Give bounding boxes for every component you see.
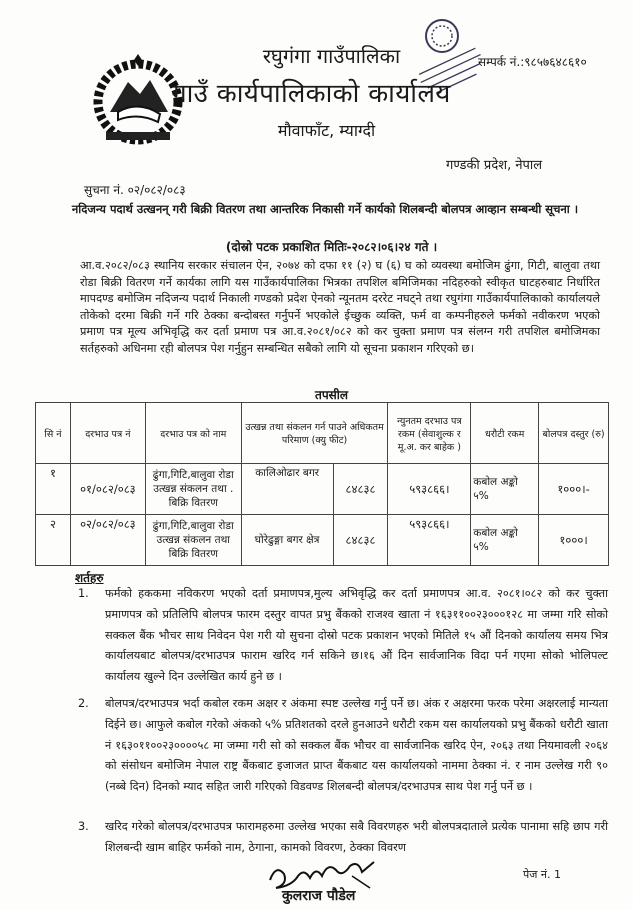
header-deposit: धरौटी रकम [471, 403, 539, 464]
cell-sn: १ [36, 464, 71, 515]
office-name: गाउँ कार्यपालिकाको कार्यालय [172, 79, 451, 109]
header-min-amount: न्युनतम दरभाउ पत्र रकम (सेवाशुल्क र मू.अ. कर बाहेक ) [388, 403, 471, 464]
municipality-name: रघुगंगा गाउँपालिका [262, 44, 401, 68]
header-tender-name: दरभाउ पत्र को नाम [145, 403, 241, 464]
table-header-row [36, 403, 609, 464]
table-row [36, 464, 609, 515]
cell-tender-no: ०२/०८२/०८३ [70, 515, 145, 566]
condition-text: खरिद गरेको बोलपत्र/दरभाउपत्र फारामहरुमा उल्लेख भएका सबै विवरणहरु भरी बोलपत्रदाताले प्रत्येक पानामा सहि छाप गरी शिलबन्दी खाम बाहिर फर्मको नाम, ठेगाना, कामको विवरण, ठेक्का विवरण [105, 820, 608, 854]
cell-tender-no: ०१/०८२/०८३ [70, 464, 145, 515]
cell-fee: १०००।- [539, 464, 609, 515]
condition-number: 2. [78, 697, 89, 710]
conditions-heading: शर्तहरु [75, 571, 104, 585]
published-date: (दोस्रो पटक प्रकाशित मितिः-२०८२।०६।२४ गते । [225, 240, 438, 254]
cell-min-amount: ५९३८६६। [388, 464, 471, 515]
cell-deposit: कबोल अङ्को ५% [471, 464, 539, 515]
office-location: मौवाफाँट, म्याग्दी [277, 121, 376, 140]
condition-text: बोलपत्र/दरभाउपत्र भर्दा कबोल रकम अक्षर र अंकमा स्पष्ट उल्लेख गर्नु पर्ने छ। अंक र अक्षरमा फरक परेमा अक्षरलाई मान्यता दिईने छ। आफुले कबोल गरेको अंकको ५% प्रतिशतको दरले हुनआउने धरौटी रकम यस कार्यालयको प्रभु बैंकको धरौटी खाता नं १६३०११००२३००००५८ मा जम्मा गरी सो को सक्कल बैंक भौचर वा सार्वजानिक खरिद ऐन, २०६३ तथा नियमावली २०६४ को संसोधन बमोजिम नेपाल राष्ट्र बैंकबाट इजाजत प्राप्त बैंकबाट यस कार्यालयको नाममा ठेक्का नं. र नाम उल्लेख गरी ९० (नब्बे दिन) दिनको म्याद सहित जारी गरिएको विडवण्ड शिलबन्दी बोलपत्र/दरभाउपत्र साथ पेश गर्नु पर्ने छ । [105, 697, 608, 794]
cell-deposit: कबोल अङ्को ५% [471, 515, 539, 566]
cell-quantity: ८४८३८ [333, 515, 388, 566]
condition-text: फर्मको हककमा नविकरण भएको दर्ता प्रमाणपत्र,मुल्य अभिवृद्धि कर दर्ता प्रमाणपत्र आ.व. २०८१।०८२ को कर चुक्ता प्रमाणपत्र को प्रतिलिपि बोलपत्र फारम दस्तुर वापत प्रभु बैंकको राजश्व खाता नं १६३११००२३०००१२८ मा जम्मा गरि सोको सक्कल बैंक भौचर साथ निवेदन पेश गरी यो सुचना दोस्रो पटक प्रकाशन भएको मितिले १५ औं दिनको कार्यालय समय भित्र कार्यालयबाट बोलपत्र/दरभाउपत्र फाराम खरिद गर्न सकिने छ।१६ औं दिन सार्वजानिक विदा पर्न गएमा सोको भोलिपल्ट कार्यालय खुल्ने दिन उल्लेखित कार्य हुने छ । [105, 587, 608, 684]
cell-min-amount: ५९३८६६। [388, 515, 471, 566]
condition-number: 3. [78, 820, 89, 833]
table-row [36, 515, 609, 566]
condition-number: 1. [78, 587, 89, 600]
page-number: पेज नं. 1 [523, 868, 562, 881]
cell-sn: २ [36, 515, 71, 566]
cell-fee: १०००। [539, 515, 609, 566]
province-name: गण्डकी प्रदेश, नेपाल [446, 158, 543, 173]
cell-quantity: ८४८३८ [333, 464, 388, 515]
contact-number: सम्पर्क नं.:९८५७६४८६१० [478, 55, 587, 69]
header-max-quantity: उत्खन्न तथा संकलन गर्न पाउने अधिकतम परिमाण (क्यु फीट) [241, 403, 388, 464]
cell-location: घोरेढुङ्गा बगर क्षेत्र [241, 515, 333, 566]
cell-tender-name: ढुंगा,गिटि,बालुवा रोडा उत्खन्न संकलन तथा . बिक्रि वितरण [145, 464, 241, 515]
notice-title: नदिजन्य पदार्थ उत्खनन् गरी बिक्री वितरण तथा आन्तरिक निकासी गर्ने कार्यको शिलबन्दी बोलपत्र आव्हान सम्बन्धी सूचना । [71, 202, 579, 216]
condition-item [78, 694, 608, 798]
header-fee: बोलपत्र दस्तुर (रु) [539, 403, 609, 464]
notice-number: सुचना नं. ०२/०८२/०८३ [84, 183, 186, 197]
condition-item [78, 817, 608, 859]
notice-body: आ.व.२०८२/०८३ स्थानिय सरकार संचालन ऐन, २०७४ को दफा ११ (२) घ (६) घ को व्यवस्था बमोजिम ढुंगा, गिटी, बालुवा तथा रोडा बिक्री वितरण गर्ने कार्यका लागि यस गाउँकार्यपालिका भित्रका तपशिल बमिजिमका नदिहरुको स्वीकृत घाटहरुबाट निर्धारित मापदण्ड बमोजिम नदिजन्य पदार्थ निकाली गण्डको प्रदेश ऐनको न्यूनतम दररेट नघट्ने तथा रघुगंगा गाउँकार्यपालिकाको कार्यालयले तोकेको दरमा बिक्री गर्ने गरि ठेक्का बन्दोबस्त गर्नुपर्ने भएकोले ईच्छुक व्यक्ति, फर्म वा कम्पनीहरुले फर्मको नवीकरण भएको प्रमाण पत्र मूल्य अभिवृद्धि कर दर्ता प्रमाण पत्र आ.व.२०८१/०८२ को कर चुक्ता प्रमाण पत्र संलग्न गरी तपशिल बमोजिमका सर्तहरुको अधिनमा रही बोलपत्र पेश गर्नुहुन सम्बन्धित सबैको लागि यो सूचना प्रकाशन गरिएको छ। [80, 259, 600, 355]
table-heading: तपसील [314, 388, 348, 402]
cell-tender-name: ढुंगा,गिटि,बालुवा रोडा उत्खन्न संकलन तथा बिक्रि वितरण [145, 515, 241, 566]
signatory-name: कुलराज पौडेल [282, 888, 356, 904]
header-tender-no: दरभाउ पत्र नं [70, 403, 145, 464]
tender-table [35, 402, 609, 566]
header-sn: सि नं [36, 403, 71, 464]
condition-item [78, 584, 608, 688]
cell-location: कालिओढार बगर [241, 464, 333, 515]
